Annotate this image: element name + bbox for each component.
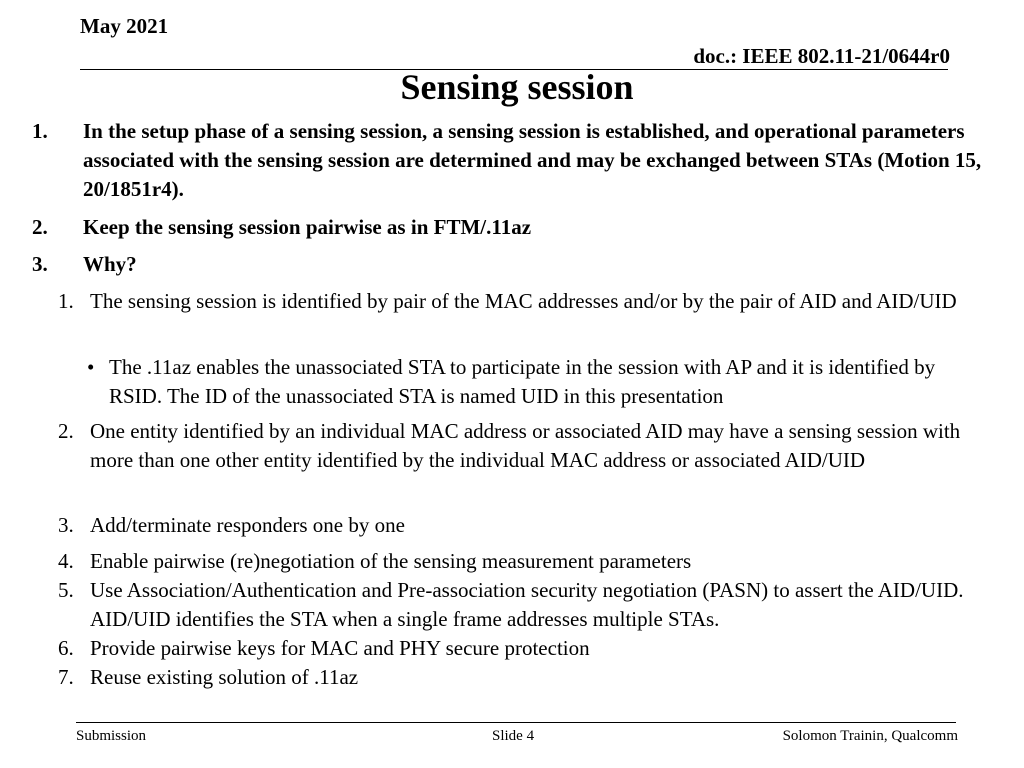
sub-item-5-number: 5. [58, 578, 74, 602]
main-item-1-text: In the setup phase of a sensing session, a sensing session is established, and operational parameters associated with the sensing session are determined and may be exchanged between STAs (Motion 15, 20/1851r4). [83, 119, 982, 201]
slide-title: Sensing session [400, 67, 634, 107]
main-item-3-number: 3. [32, 252, 48, 276]
sub-item-7-number: 7. [58, 665, 74, 689]
sub-item-6-text: Provide pairwise keys for MAC and PHY secure protection [90, 636, 590, 660]
main-item-2-text: Keep the sensing session pairwise as in FTM/.11az [83, 215, 532, 239]
sub-item-7 [58, 663, 1004, 692]
main-item-3 [32, 250, 992, 279]
header-date: May 2021 [80, 14, 169, 38]
footer-submission: Submission [76, 728, 147, 744]
sub-item-3-number: 3. [58, 513, 74, 537]
sub-item-7-text: Reuse existing solution of .11az [90, 665, 359, 689]
main-item-2 [32, 213, 992, 242]
header-doc-id: doc.: IEEE 802.11-21/0644r0 [693, 44, 950, 68]
main-item-3-text: Why? [83, 252, 137, 276]
sub-item-3-text: Add/terminate responders one by one [90, 513, 405, 537]
sub-item-1-number: 1. [58, 289, 74, 313]
main-item-1-number: 1. [32, 119, 48, 143]
sub-item-5-text: Use Association/Authentication and Pre-association security negotiation (PASN) to assert the AID/UID. AID/UID identifies the STA when a single frame addresses multiple STAs. [90, 578, 964, 631]
sub-item-5 [58, 576, 1004, 634]
bullet-item-text: The .11az enables the unassociated STA to participate in the session with AP and it is identified by RSID. The ID of the unassociated STA is named UID in this presentation [109, 355, 936, 408]
sub-item-2-text: One entity identified by an individual MAC address or associated AID may have a sensing session with more than one other entity identified by the individual MAC address or associated AID/UID [90, 419, 961, 472]
sub-item-4-number: 4. [58, 549, 74, 573]
main-item-1 [32, 117, 992, 204]
bullet-icon: • [87, 355, 95, 379]
sub-item-6 [58, 634, 1004, 663]
bullet-item [87, 353, 987, 411]
main-item-2-number: 2. [32, 215, 48, 239]
sub-item-1 [58, 287, 1004, 316]
sub-item-4 [58, 547, 1004, 576]
footer-slide-number: Slide 4 [492, 728, 535, 744]
sub-item-3 [58, 511, 1004, 540]
sub-item-6-number: 6. [58, 636, 74, 660]
footer-author: Solomon Trainin, Qualcomm [782, 728, 958, 744]
sub-item-1-text: The sensing session is identified by pair of the MAC addresses and/or by the pair of AID and AID/UID [90, 289, 957, 313]
footer-divider [76, 722, 956, 723]
sub-item-4-text: Enable pairwise (re)negotiation of the sensing measurement parameters [90, 549, 692, 573]
sub-item-2 [58, 417, 1004, 475]
sub-item-2-number: 2. [58, 419, 74, 443]
